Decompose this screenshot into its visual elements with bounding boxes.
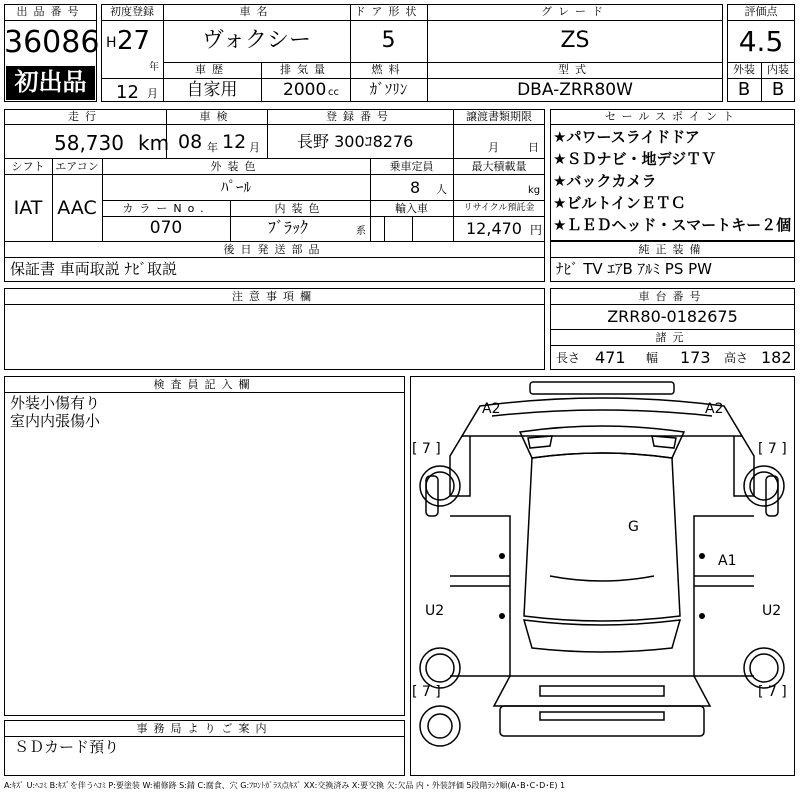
chassis-label: 車台番号 <box>638 290 707 303</box>
door-label: ドア形状 <box>354 5 423 18</box>
fuel-label: 燃料 <box>371 63 406 76</box>
plate-label: 登録番号 <box>326 110 394 123</box>
exterior-label: 外装 <box>733 63 755 76</box>
interior-label: 内装 <box>767 63 789 76</box>
reg-month: 12 <box>116 82 139 103</box>
ac-label: エアコン <box>55 160 99 173</box>
width-label: 幅 <box>646 351 659 365</box>
mark-7-front-right: [ 7 ] <box>758 441 787 457</box>
equipment: ﾅﾋﾞ TV ｴｱB ｱﾙﾐ PS PW <box>556 260 712 278</box>
grade-label: グレード <box>541 5 609 18</box>
exterior-grade: B <box>737 79 751 100</box>
first-listing-badge: 初出品 <box>14 68 87 96</box>
km-unit: km <box>138 131 170 155</box>
load-label: 最大積載量 <box>471 160 527 173</box>
height: 182 <box>761 348 792 367</box>
inspector-note: 室内内張傷小 <box>10 412 101 430</box>
sales-point: ★ビルトインＥＴＣ <box>553 194 686 212</box>
int-color: ﾌﾞﾗｯｸ <box>268 218 309 237</box>
doors: 5 <box>381 28 396 53</box>
mark-7-front-left: [ 7 ] <box>412 441 441 457</box>
notes-label: 注意事項欄 <box>232 290 317 303</box>
score-label: 評価点 <box>744 5 778 18</box>
color-no-label: カラーNo. <box>122 202 210 215</box>
recycle-amount: 12,470 <box>466 219 522 238</box>
inspection-year-unit: 年 <box>207 141 218 154</box>
chassis-number: ZRR80-0182675 <box>607 307 738 326</box>
spec-label: 諸元 <box>655 331 690 344</box>
width: 173 <box>680 348 711 367</box>
inspector-label: 検査員記入欄 <box>153 378 256 391</box>
history-label: 車歴 <box>195 63 229 76</box>
ext-color-label: 外装色 <box>210 160 262 173</box>
mark-g-windshield: G <box>628 519 639 535</box>
color-no: 070 <box>149 218 183 238</box>
displacement: 2000 <box>283 80 327 100</box>
damage-legend: A:ｷｽﾞ U:ﾍｺﾐ B:ｷｽﾞを伴うﾍｺﾐ P:要塗装 W:補修跡 S:錆 C:腐食、穴 G:ﾌﾛﾝﾄｶﾞﾗｽ点ｷｽﾞ XX:交換済み X:要交換 欠:欠品 内・外装評価 5段階ﾗﾝｸ順(A･B･C･D･E) 1 <box>4 781 566 790</box>
ext-color: ﾊﾟｰﾙ <box>220 178 251 196</box>
mark-a1-right-side: A1 <box>718 553 737 569</box>
mark-u2-right: U2 <box>762 603 782 619</box>
lot-number: 36086 <box>4 25 100 60</box>
transfer-label: 譲渡書類期限 <box>466 110 532 123</box>
cc-unit: cc <box>328 87 339 98</box>
mark-a2-front-right: A2 <box>705 401 724 417</box>
person-unit: 人 <box>436 183 447 196</box>
mark-a2-front-left: A2 <box>482 401 501 417</box>
car-name-label: 車名 <box>239 5 274 18</box>
mark-7-rear-left: [ 7 ] <box>412 684 441 700</box>
shift-label: シフト <box>11 160 45 173</box>
model: DBA-ZRR80W <box>517 80 633 100</box>
inspection-month: 12 <box>222 131 247 153</box>
model-label: 型式 <box>558 63 592 76</box>
inspector-note: 外装小傷有り <box>10 394 101 412</box>
mark-7-rear-right: [ 7 ] <box>758 684 787 700</box>
reg-year: 27 <box>117 26 151 56</box>
later-parts: 保証書 車両取説 ﾅﾋﾞ取説 <box>10 260 178 278</box>
ac: AAC <box>57 197 97 219</box>
plate-number: 長野 300ｺ8276 <box>297 132 414 151</box>
length-label: 長さ <box>556 351 581 365</box>
lot-label: 出品番号 <box>16 5 85 18</box>
capacity: 8 <box>410 178 421 197</box>
office-note: ＳＤカード預り <box>14 738 120 756</box>
mileage: 58,730 <box>54 131 124 155</box>
height-label: 高さ <box>724 351 749 365</box>
sales-point: ★バックカメラ <box>553 172 657 190</box>
int-color-label: 内装色 <box>274 202 326 215</box>
car-outline-diagram <box>410 376 795 776</box>
inspection-month-unit: 月 <box>249 141 260 154</box>
mark-u2-left: U2 <box>425 603 445 619</box>
int-color-suffix: 系 <box>356 226 366 237</box>
transfer-day: 日 <box>528 141 539 154</box>
capacity-label: 乗車定員 <box>389 160 434 173</box>
length: 471 <box>595 348 626 367</box>
mileage-label: 走行 <box>68 110 102 123</box>
sales-label: セールスポイント <box>604 110 740 123</box>
inspection-label: 車検 <box>199 110 234 123</box>
equipment-label: 純正装備 <box>638 243 707 256</box>
interior-grade: B <box>771 79 785 100</box>
import-label: 輸入車 <box>395 202 428 215</box>
displacement-label: 排気量 <box>280 63 331 76</box>
shift: IAT <box>13 197 43 219</box>
sales-point: ★ＬＥＤヘッド・スマートキー２個 <box>553 216 792 234</box>
sales-point: ★ＳＤナビ・地デジＴＶ <box>553 150 717 168</box>
recycle-label: リサイクル預託金 <box>463 203 535 213</box>
kg-unit: kg <box>528 185 541 196</box>
grade: ZS <box>560 28 590 53</box>
era: H <box>106 35 117 51</box>
office-label: 事務局よりご案内 <box>136 722 273 735</box>
history: 自家用 <box>186 80 238 100</box>
transfer-month: 月 <box>488 141 499 154</box>
year-unit: 年 <box>149 62 159 73</box>
yen-unit: 円 <box>530 223 543 237</box>
fuel: ｶﾞｿﾘﾝ <box>369 80 408 98</box>
car-name: ヴォクシー <box>201 28 312 53</box>
sales-point: ★パワースライドドア <box>553 128 700 146</box>
month-unit: 月 <box>147 87 158 100</box>
first-reg-label: 初度登録 <box>110 5 154 18</box>
score: 4.5 <box>738 25 784 58</box>
later-parts-label: 後日発送部品 <box>223 243 326 256</box>
inspection-year: 08 <box>178 131 203 153</box>
